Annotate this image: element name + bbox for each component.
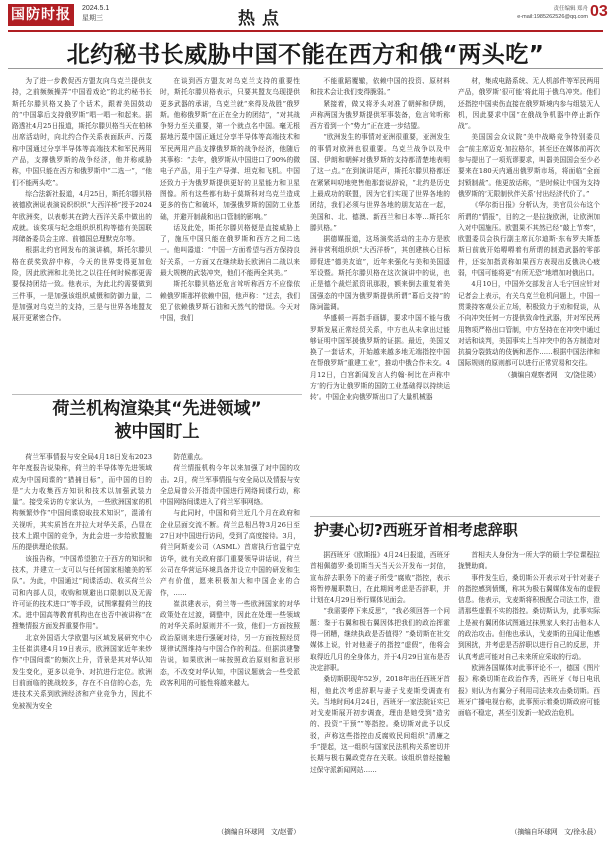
story1-paragraph: “欧洲发生的事情对亚洲很重要，亚洲发生的事情对欧洲也很重要。乌克兰战争以及中国、伊朗和朝鲜对俄罗斯的支持都清楚地表明了这一点。”在到演讲尾声，斯托尔滕贝格都还在紧紧叫叨地兜售他那套说辞说，“北约是历史上最成功的联盟，因为它们实现了世界各地的团结，我们必须与世界各地的朋友站在一起，美国和、北、德澳、新西兰和日本等…斯托尔滕贝格。” (310, 133, 450, 232)
editor-info (470, 6, 588, 21)
newspaper-logo: 国防时报 (8, 4, 74, 26)
story2-paragraph: 荷兰军事情报与安全局4月18日发布2023年年度报告说染称，荷兰的半导体等先进领域成为中国间谍的“猎捕目标”，而中国的目的是“大力收集西方知识和技术以加强武装力量”。接受采访的专家认为，一些欧洲国家的机构频繁炒作“中国间谍窃取技术知识”，混淆有关视听，其实质旨在并拉大对华关系，凸显在技术上跟中国的竞争，为此会进一步给欧盟施压的提供理论依据。 (12, 453, 152, 552)
story1-paragraph: 紧接着，做又将矛头对准了朝鲜和伊朗，声称两国为俄罗斯提供军事装备，危言耸听称西方看到一个“势力”正在进一步结盟。 (310, 99, 450, 131)
date-line: 2024.5.1 (82, 5, 110, 12)
editor-email: e-mail:1985262526@qq.com (517, 13, 588, 20)
story1-paragraph: 《华尔街日报》分析认为，美官员公布这个所谓的“情报”，目的之一是拉拢欧洲，让欧洲加入对中国施压。欧盟果不其然已经“敲上节奏”，欧盟委员会执行副主席瓦尔迪斯·东布罗夫斯基斯日前就开始嘚嘚着有所谓的制造武器的零部件，还妄加指责称如果西方表现出反俄决心疲弱，中国可能将更“有所无恐”地增加对俄出口。 (458, 201, 600, 278)
issue-date (82, 4, 109, 24)
story1-paragraph: 话及此处，斯托尔滕贝格便是直接威胁上了，施压中国只能在俄罗斯和西方之间二选一。他叫嚣道：“中国一方面希望与西方保持良好关系，一方面又在继续助长欧洲自二战以来最大规模的武装冲突，他们不能两全其美。” (160, 223, 300, 278)
story1-paragraph: 美国国会众议院“美中战略竞争特别委员会”前主席迈克·加拉格尔，甚至还在媒体前再次参与提出了一项荒谬要求，叫嚣美国国会至少必要来在180天内通出俄罗斯市场，将面临“全面封锁制裁”。他更放话称，“是时候让中国为支持俄罗斯的‘无限制伙伴关系’付出经济代价了。” (458, 133, 600, 198)
story1-paragraph: 根据北约官网发布的演讲稿，斯托尔滕贝格在获奖致辞中称，今天的世界变得更加危险，因此欧洲和北美比之以往任何时候都更需要保持团结一致。他表示，为此北约需要做到三件事，一是加强该组织威慑和防御力量，二是加强对乌克兰的支持，三是与世界各地盟友展开更紧密合作。 (12, 246, 152, 323)
story3-paragraph: 首相夫人身份为一所大学的硕士学位课程拉拢赞助商。 (458, 551, 600, 571)
story1-paragraph: 综合法新社报道，4月25日，斯托尔滕贝格被德欧洲说表演说织织织“大西洋桥”授予2024年欧洲奖，以表彰其在跨大西洋关系中做出的成就。该奖项与纪念组织织机构等德有美国联邦储备委员会主席、前德国总理默克尔等。 (12, 189, 152, 244)
page-number: 03 (590, 3, 608, 20)
story1-column-4 (458, 76, 600, 514)
story2-paragraph: 与此同时，中国和荷兰近几个月在政府和企业层面交流不断。荷兰总相吕特3月26日至27日对中国进行访问，受到了高度接待。3月，荷兰阿斯麦公司（ASML）首席执行官温宁克访华，就有关政府部门重要领导讲话说，荷兰公司在华营运环境具备并设立中国的研发和生产有价值，愿来积极加大和中国企业的合作，…… (160, 509, 300, 597)
story2-paragraph: 荷兰情报机构今年以来加强了对中国的攻击。2月，荷兰军事情报与安全局以及情报与安全总局曾公开指责中国进行网络间谍行动，称中国网络间谍进入了荷兰军事网络。 (160, 464, 300, 507)
story1-column-3 (310, 76, 450, 514)
story3-paragraph: 桑切斯职现年52岁，2018年出任西班牙首相，他此次考虑辞职与妻子戈麦斯受调查有关。当地时间4月24日，西班牙一家法院证实已对戈麦斯展开初步调查，理由是她受到“造劣的、投资“干预””等指控。桑切斯对此予以反驳，声称这些指控由反腐败民间组织“清廉之手”提起，这一组织与国家民法机构关系密切并长期与极右翼政党存在关联。该组织曾经接触过保守派新闻网站…… (310, 675, 450, 774)
story2-paragraph: 该报告称，“中国希望独立于西方的知识和技术，并建立一支可以与任何国家相媲美的军队”。为此，中国通过“间谍活动、收买荷兰公司和内部人员，收购和规避出口限制以及无需许可证的技术进口”等手段，试图掌握荷兰的技术。进中国高等教育机构也在也否中被讲称“在搜集情报方面发挥重要作用”。 (12, 554, 152, 631)
story1-column-2 (160, 76, 300, 392)
story2-credit: （摘编自环球网 文/赵蕾） (217, 828, 300, 836)
story3-headline: 护妻心切?西班牙首相考虑辞职 (314, 521, 518, 539)
story1-paragraph: 不能重蹈覆辙，依赖中国的投资、原材料和技术会让我们变得脆弱。” (310, 77, 450, 97)
story1-credit: （摘编自观察者网 文/饶佳瑛） (504, 370, 600, 379)
story2-paragraph: 崔洪建表示，荷兰等一些欧洲国家的对华政策处在过渡，调整中，因此在处理一些领域的对华关系时原则并不一致，他们一方面按照政治原则来进行强硬对待，另一方面按照经贸规律试图维持与中国合作的利益。但据洪建警告说，如果欧洲一味按照政治原则和意识形态，不改变对华认知，中国议题就会一些受派政客利用的可能性将越来越大。 (160, 599, 300, 687)
masthead (0, 0, 611, 33)
story1-paragraph: 在谈到西方盟友对乌克兰支持的重要性时，斯托尔滕贝格表示，只要其盟友乌现提供更多武器的承诺，乌克兰就“来得及战胜”俄罗斯。他称俄罗斯“在正在全力的团结”，“对其战争努力至关重要，第一个就点名中国。毫无根据地污蔑中国正通过分享半导体等高端技术和军民两用产品支撑俄罗斯的战争经济，他随后其事称：“去年，俄罗斯从中国进口了90%的微电子产品，用于生产导弹、坦克和飞机。中国还致力于为俄罗斯提供更好的卫星能力和卫星图像。所有这些都有助于莫斯科对乌克兰造成更多的伤亡和破坏，加强俄罗斯的国防工业基础，并避开制裁和出口管制的影响。” (160, 77, 300, 221)
weekday-line: 星期三 (82, 15, 103, 22)
story1-paragraph: 据德媒报道，这场演奖活动的主办方是欧洲非营利组织织“大西洋桥”，其创建核心目标即促进“德美友谊”，近年来强化与美和美国遥军设暨。斯托尔滕贝格在这次演讲中的说，也正是德个裁烂派资讯那股，额来倒去重复着美国强态的中国为俄罗斯提供所谓“幕后支持”的陈词滥调。 (310, 235, 450, 311)
story1-column-1 (12, 76, 152, 392)
story2-headline-line: 被中国盯上 (114, 422, 200, 442)
story3-credit: （摘编自环球网 文/徐永晨） (510, 828, 600, 836)
story2-column-1 (12, 452, 152, 836)
story3-paragraph: 据西班牙《欧斯报》4月24日报道，西班牙首相佩德罗·桑切斯当天当天公开发布一封信，宣布辞去职务下的妻子所受“腐败”指控，表示将暂停履职数日，在此期间考虑是否辞职，并计划在4月29日举行媒体见面会。 (310, 551, 450, 605)
story3-paragraph: 欧洲各国媒体对此事评论不一，德国《图片报》称桑切斯在政治作秀，西班牙《每日电讯报》则认为有翼分子利用司法来攻击桑切斯。西班牙广播电视台称，此事预示着桑切斯政府可能面临不稳定，甚至引发新一轮政治危机。 (458, 663, 600, 718)
headline-rule (8, 68, 603, 69)
story2-headline (12, 398, 302, 444)
story1-paragraph: 华盛顿一再指手画脚，要求中国不能与俄罗斯发展正常经贸关系，中方也从未拿出过能够证明中国军援俄罗斯的证据。最近，美国又换了一套话术，开始越来越多地无端指控中国在帮俄罗斯“重建工业”，推动中俄合作未交。4月12日，白宫新闻发言人约翰·柯比在声称中方‘的行为让俄罗斯的国防工业基础得以持续运转’。中国企业向俄罗斯出口了大量机械器 (310, 314, 450, 402)
story3-column-1 (310, 550, 450, 836)
story2-headline-line: 荷兰机构渲染其“先进领域” (52, 399, 262, 419)
story-divider (12, 394, 302, 395)
story2-column-2 (160, 452, 300, 836)
story2-paragraph: 防范重点。 (173, 453, 207, 461)
header-rule (8, 30, 603, 32)
section-title: 热点 (238, 9, 286, 29)
editor-name: 责任编辑 郑舟 (553, 6, 588, 12)
story2-paragraph: 北京外国语大学欧盟与区域发展研究中心主任崔洪建4月19日表示，欧洲国家近年来炒作“中国间谍”的频次上升，背景是其对华认知发生变化，更多以竞争、对抗进行定位。欧洲目前面临的挑战较多，存在不自信的心态，先进技术关系到欧洲经济和产业竞争力，因此不免被视为安全 (12, 633, 152, 710)
story1-paragraph: 斯托尔滕贝格还危言耸听称西方不应像依赖俄罗斯那样依赖中国，他声称：“过去，我们犯了依赖俄罗斯石油和天然气的错误。今天对中国，我们 (160, 280, 300, 323)
story1-paragraph: 材，集成电路系统、无人机部件等军民两用产品，俄罗斯‘很可能’将此用于俄乌冲突。他们还指控中国卖伤直接在俄罗斯境内参与组装无人机，因此要求中国“在俄战争机器中停止新作战”。 (458, 77, 600, 131)
story3-column-2 (458, 550, 600, 824)
story1-paragraph: 为了进一步教促西方盟友向乌克兰提供支持，之前频频操弄“中国看戏论”的北约秘书长斯托尔滕贝格又换了个话术，跟着美国鼓动的“中国靠后支持俄罗斯”唱一唱一和起来。据路透社4月25日报道，斯托尔滕贝格当天在柏林出席活动时，向北约合作关系表面跃声、污蔑称中国通过分享半导体等高端技术和军民两用产品，支撑俄罗斯的战争经济，他并称威胁称，中国只能在西方和俄罗斯中“二选一”，“他们不能两头吃”。 (12, 77, 152, 187)
story-divider (310, 516, 600, 517)
story1-paragraph: 4月10日，中国外交部发言人毛宁回应针对记者会上表示，有关乌克兰危机问题上，中国一贯秉持客观公正立场，积极致力于劝和促谈，从不向冲突任何一方提供致命性武器，并对军民两用物项严格出口管制，中方坚持在在冲突中通过对话和谈判，美国事实上当冲突中的各方制造对抗搞分裂鼓动的伎俩和恶作……根据中国法律和国际规则的原则都可以进行正常贸易和交往。 (458, 280, 600, 368)
main-headline: 北约秘书长威胁中国不能在西方和俄“两头吃” (66, 42, 545, 68)
story3-paragraph: “我需要停下来反思”，“我必须回答一个问题：鉴于右翼和极右翼因体把我们的政治挥霍得一团糟，继续执政是否值得？”桑切斯在社交媒体上说，针对他妻子的指控“虚假”，他将会取得近几月的全身体力，并于4月29日宣布是否决定辞职。 (310, 607, 450, 672)
story3-paragraph: 事件发生后，桑切斯公开表示对于针对妻子的指控感到愤慨，称其为极右翼媒体发布的虚假信息。他表示，戈麦斯将积极配合司法工作，澄清那些虚假不实的指控。桑切斯认为，此事实际上是被有翼团体试图通过抹黑家人来打击他本人的政治攻击。但他也承认，戈麦斯的丑闻让他感到困扰，并考虑是否辞职以进行自己的反思，并认真考虑可能对自己未来所应采取的行动。 (458, 573, 600, 661)
